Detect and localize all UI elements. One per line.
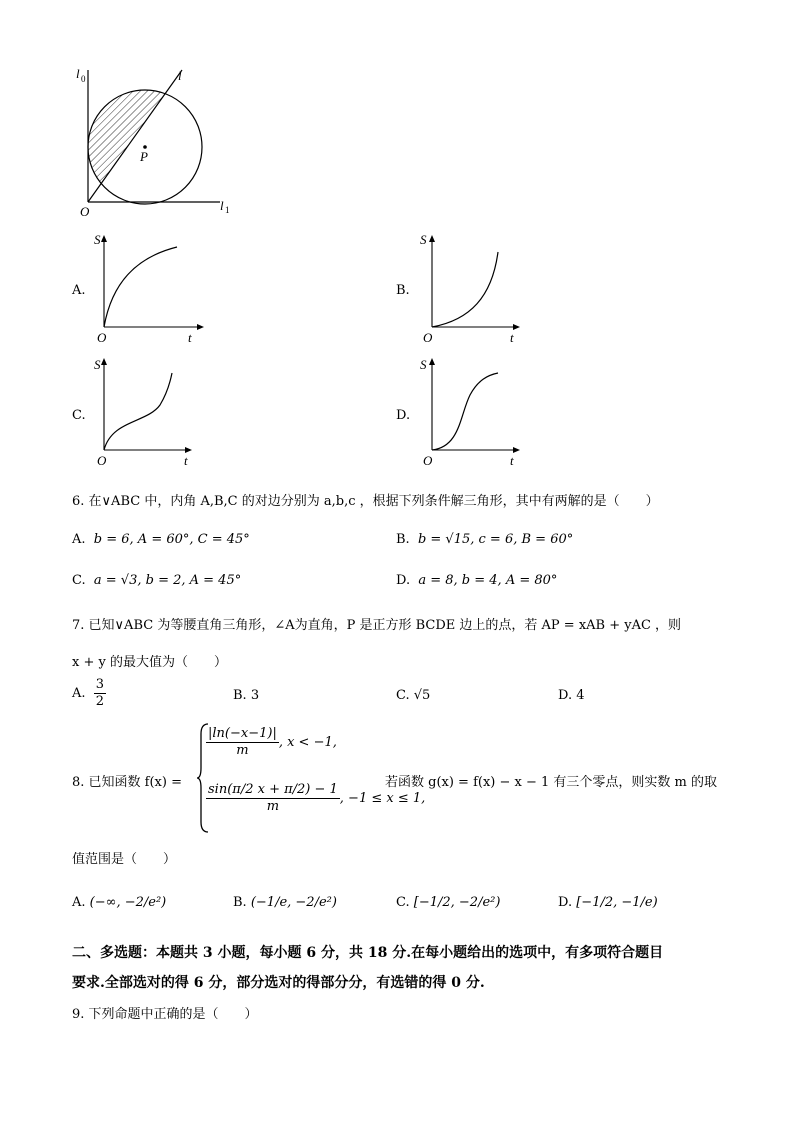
option-letter: A. [72, 532, 86, 547]
q9-stem: 9. 下列命题中正确的是（ ） [72, 1007, 258, 1022]
graph-b [420, 232, 535, 347]
case2-numerator: sin(π/2 x + π/2) − 1 [208, 782, 338, 797]
option-letter: C. [72, 573, 86, 588]
option-c-label: C. [72, 408, 86, 423]
t-label: t [188, 330, 192, 345]
option-letter: D. [396, 573, 411, 588]
q8-prefix: 8. 已知函数 f(x) = [72, 775, 182, 790]
t-label: t [184, 453, 188, 468]
s-label: S [420, 232, 427, 247]
o-label: O [423, 453, 433, 468]
q6-option-d [396, 573, 557, 588]
circle-figure [70, 62, 240, 222]
graph-a [92, 232, 207, 347]
graph-c [92, 355, 207, 470]
s-label: S [94, 357, 101, 372]
label-P: P [140, 149, 148, 164]
case2-denominator: m [266, 799, 280, 814]
q8-suffix: 若函数 g(x) = f(x) − x − 1 有三个零点，则实数 m 的取 [385, 775, 718, 790]
q7-stem-line1: 7. 已知∨ABC 为等腰直角三角形，∠A为直角，P 是正方形 BCDE 边上的点，若 AP = xAB + yAC ，则 [72, 618, 682, 633]
q7-option-d: D. 4 [558, 688, 585, 703]
section2-header-line1: 二、多选题：本题共 3 小题，每小题 6 分，共 18 分.在每小题给出的选项中，有多项符合题目 [72, 945, 664, 961]
q6-stem: 6. 在∨ABC 中，内角 A,B,C 的对边分别为 a,b,c ，根据下列条件解三角形，其中有两解的是（ ） [72, 494, 659, 509]
q8-case1 [206, 726, 337, 759]
option-text: b = 6, A = 60°, C = 45° [93, 532, 250, 547]
q7-option-c: C. √5 [396, 688, 431, 703]
q7-stem-line2: x + y 的最大值为（ ） [72, 655, 227, 670]
o-label: O [423, 330, 433, 345]
label-l: l [178, 68, 182, 83]
label-l0: l [76, 66, 80, 81]
option-text: b = √15, c = 6, B = 60° [417, 532, 574, 547]
q8-option-d: D. [−1/2, −1/e) [558, 895, 658, 910]
t-label: t [510, 453, 514, 468]
s-label: S [94, 232, 101, 247]
q7-option-b: B. 3 [233, 688, 260, 703]
q7-option-a [72, 677, 106, 710]
option-b-label: B. [396, 283, 410, 298]
label-O: O [80, 204, 90, 219]
s-label: S [420, 357, 427, 372]
hatched-region [70, 70, 182, 202]
label-l1: l [220, 198, 224, 213]
option-letter: B. [396, 532, 410, 547]
option-text: a = 8, b = 4, A = 80° [418, 573, 558, 588]
q8-option-c: C. [−1/2, −2/e²) [396, 895, 501, 910]
q6-option-c [72, 573, 241, 588]
o-label: O [97, 453, 107, 468]
q8-line2: 值范围是（ ） [72, 852, 177, 867]
case1-numerator: |ln(−x−1)| [208, 726, 277, 741]
graph-d [420, 355, 535, 470]
t-label: t [510, 330, 514, 345]
o-label: O [97, 330, 107, 345]
case1-denominator: m [236, 743, 249, 758]
option-d-label: D. [396, 408, 411, 423]
section2-header-line2: 要求.全部选对的得 6 分，部分选对的得部分分，有选错的得 0 分. [72, 975, 485, 991]
fraction: $\frac{3}{2}$ [95, 677, 105, 709]
q6-option-b [396, 532, 573, 547]
q8-option-b: B. (−1/e, −2/e²) [233, 895, 337, 910]
case1-condition: , x < −1, [278, 735, 337, 750]
q6-option-a [72, 532, 250, 547]
option-text: a = √3, b = 2, A = 45° [93, 573, 242, 588]
label-l0-sub: 0 [81, 74, 86, 84]
case2-condition: , −1 ≤ x ≤ 1, [339, 791, 426, 806]
option-a-label: A. [72, 283, 86, 298]
label-l1-sub: 1 [225, 205, 230, 215]
option-letter: A. [72, 686, 86, 701]
q8-option-a: A. (−∞, −2/e²) [72, 895, 167, 910]
